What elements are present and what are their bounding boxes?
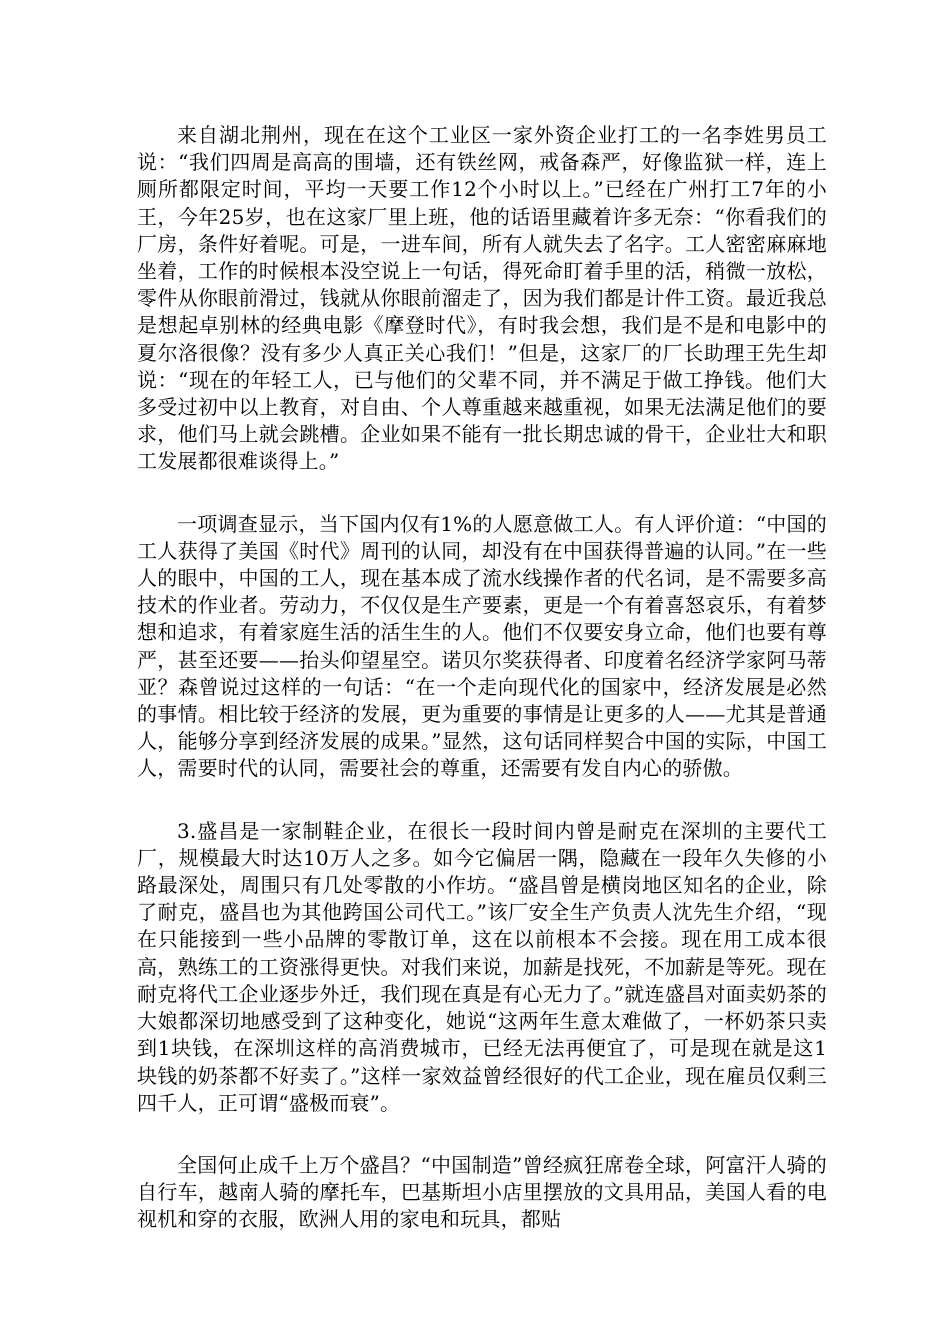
paragraph-worker-interviews: 来自湖北荆州，现在在这个工业区一家外资企业打工的一名李姓男员工说：“我们四周是高高的围墙，还有铁丝网，戒备森严，好像监狱一样，连上厕所都限定时间，平均一天要工作12个小时以上。”已经在广州打工7年的小王，今年25岁，也在这家厂里上班，他的话语里藏着许多无奈：“你看我们的厂房，条件好着呢。可是，一进车间，所有人就失去了名字。工人密密麻麻地坐着，工作的时候根本没空说上一句话，得死命盯着手里的活，稍微一放松，零件从你眼前滑过，钱就从你眼前溜走了，因为我们都是计件工资。最近我总是想起卓别林的经典电影《摩登时代》，有时我会想，我们是不是和电影中的夏尔洛很像？没有多少人真正关心我们！”但是，这家厂的厂长助理王先生却说：“现在的年轻工人，已与他们的父辈不同，并不满足于做工挣钱。他们大多受过初中以上教育，对自由、个人尊重越来越重视，如果无法满足他们的要求，他们马上就会跳槽。企业如果不能有一批长期忠诚的骨干，企业壮大和职工发展都很难谈得上。” <box>137 123 827 474</box>
document-body <box>137 122 827 1234</box>
paragraph-made-in-china: 全国何止成千上万个盛昌？“中国制造”曾经疯狂席卷全球，阿富汗人骑的自行车，越南人骑的摩托车，巴基斯坦小店里摆放的文具用品，美国人看的电视机和穿的衣服，欧洲人用的家电和玩具，都贴 <box>137 1152 827 1232</box>
paragraph-survey: 一项调查显示，当下国内仅有1%的人愿意做工人。有人评价道：“中国的工人获得了美国《时代》周刊的认同，却没有在中国获得普遍的认同。”在一些人的眼中，中国的工人，现在基本成了流水线操作者的代名词，是不需要多高技术的作业者。劳动力，不仅仅是生产要素，更是一个有着喜怒哀乐，有着梦想和追求，有着家庭生活的活生生的人。他们不仅要安身立命，他们也要有尊严，甚至还要——抬头仰望星空。诺贝尔奖获得者、印度着名经济学家阿马蒂亚？森曾说过这样的一句话：“在一个走向现代化的国家中，经济发展是必然的事情。相比较于经济的发展，更为重要的事情是让更多的人——尤其是普通人，能够分享到经济发展的成果。”显然，这句话同样契合中国的实际，中国工人，需要时代的认同，需要社会的尊重，还需要有发自内心的骄傲。 <box>137 511 827 781</box>
paragraph-shengchang: 3.盛昌是一家制鞋企业，在很长一段时间内曾是耐克在深圳的主要代工厂，规模最大时达10万人之多。如今它偏居一隅，隐藏在一段年久失修的小路最深处，周围只有几处零散的小作坊。“盛昌曾是横岗地区知名的企业，除了耐克，盛昌也为其他跨国公司代工。”该厂安全生产负责人沈先生介绍，“现在只能接到一些小品牌的零散订单，这在以前根本不会接。现在用工成本很高，熟练工的工资涨得更快。对我们来说，加薪是找死，不加薪是等死。现在耐克将代工企业逐步外迁，我们现在真是有心无力了。”就连盛昌对面卖奶茶的大娘都深切地感受到了这种变化，她说“这两年生意太难做了，一杯奶茶只卖到1块钱，在深圳这样的高消费城市，已经无法再便宜了，可是现在就是这1块钱的奶茶都不好卖了。”这样一家效益曾经很好的代工企业，现在雇员仅剩三四千人，正可谓“盛极而衰”。 <box>137 818 827 1115</box>
